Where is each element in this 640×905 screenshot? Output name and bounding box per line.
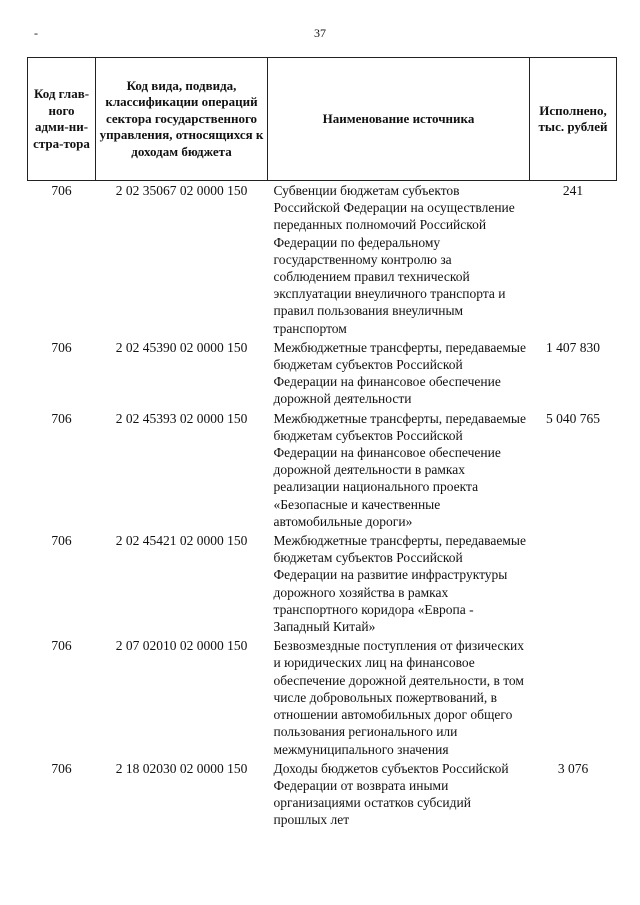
classification-code: 2 18 02030 02 0000 150	[115, 760, 248, 776]
classification-code: 2 02 45390 02 0000 150	[115, 339, 248, 355]
table-row	[28, 408, 617, 530]
table-row	[28, 635, 617, 757]
executed-amount: 3 076	[557, 760, 589, 776]
header-executed-amount: Исполнено, тыс. рублей	[530, 58, 617, 181]
page-number: 37	[314, 26, 326, 40]
admin-code: 706	[51, 410, 72, 426]
classification-code: 2 02 45421 02 0000 150	[115, 533, 248, 549]
source-name: Субвенции бюджетам субъектов Российской Федерации на осуществление переданных полномочий Российской Федерации по федеральному государственному контролю за соблюдением правил технической эксплуатации внеуличного транспорта и правил пользования внеуличным транспортом	[273, 183, 515, 336]
executed-amount: 5 040 765	[546, 410, 600, 426]
header-source-name: Наименование источника	[268, 58, 530, 181]
table-row	[28, 758, 617, 829]
revenue-table	[27, 57, 617, 829]
table-row	[28, 530, 617, 635]
executed-amount	[530, 635, 617, 757]
source-name: Доходы бюджетов субъектов Российской Федерации от возврата иными организациями остатков субсидий прошлых лет	[273, 760, 509, 828]
header-admin-code: Код глав-ного адми-ни-стра-тора	[28, 58, 96, 181]
classification-code: 2 02 45393 02 0000 150	[115, 410, 248, 426]
executed-amount: 1 407 830	[546, 339, 600, 355]
admin-code: 706	[51, 183, 72, 198]
admin-code: 706	[51, 533, 72, 549]
source-name: Межбюджетные трансферты, передаваемые бюджетам субъектов Российской Федерации на развитие инфраструктуры дорожного хозяйства в рамках транспортного коридора «Европа - Западный Китай»	[273, 533, 526, 635]
table-row	[28, 181, 617, 337]
classification-code: 2 02 35067 02 0000 150	[115, 183, 248, 198]
admin-code: 706	[51, 339, 72, 355]
executed-amount	[530, 530, 617, 635]
source-name: Безвозмездные поступления от физических и юридических лиц на финансовое обеспечение дорожной деятельности, в том числе добровольных пожертвований, в отношении автомобильных дорог общего пользования регионального или межмуниципального значения	[273, 638, 525, 757]
executed-amount: 241	[562, 183, 584, 198]
source-name: Межбюджетные трансферты, передаваемые бюджетам субъектов Российской Федерации на финансовое обеспечение дорожной деятельности в рамках реализации национального проекта «Безопасные и качественные автомобильные дороги»	[273, 410, 526, 529]
source-name: Межбюджетные трансферты, передаваемые бюджетам субъектов Российской Федерации на финансовое обеспечение дорожной деятельности	[273, 339, 526, 407]
header-classification-code: Код вида, подвида, классификации операций сектора государственного управления, относящихся к доходам бюджета	[96, 58, 268, 181]
margin-mark: -	[34, 26, 38, 40]
table-row	[28, 337, 617, 408]
admin-code: 706	[51, 760, 72, 776]
table-header-row	[28, 58, 617, 181]
classification-code: 2 07 02010 02 0000 150	[115, 638, 248, 654]
admin-code: 706	[51, 638, 72, 654]
